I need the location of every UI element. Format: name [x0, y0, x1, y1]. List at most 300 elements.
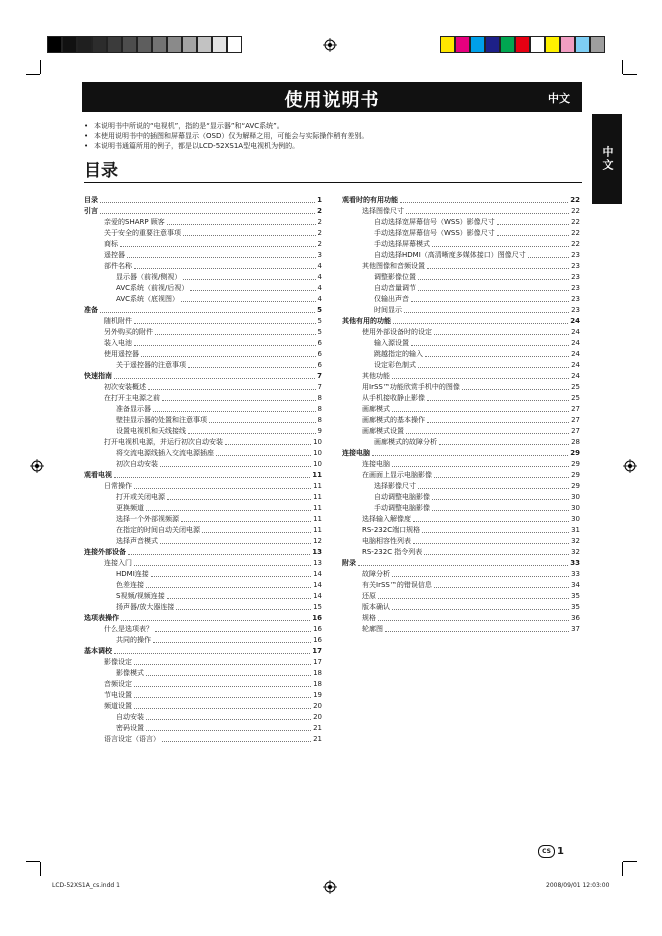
toc-entry — [84, 634, 322, 645]
toc-entry — [84, 436, 322, 447]
toc-entry — [84, 447, 322, 458]
toc-entry-page: 31 — [571, 526, 580, 534]
toc-leader-dots — [392, 378, 569, 379]
toc-entry-label: HDMI连接 — [116, 570, 149, 578]
toc-entry — [342, 216, 580, 227]
toc-leader-dots — [146, 675, 311, 676]
title-banner — [82, 82, 582, 112]
toc-leader-dots — [406, 213, 569, 214]
toc-entry — [342, 535, 580, 546]
toc-leader-dots — [411, 301, 569, 302]
toc-entry-page: 3 — [317, 251, 322, 259]
toc-leader-dots — [183, 279, 315, 280]
toc-entry-page: 8 — [317, 394, 322, 402]
toc-section — [84, 194, 322, 205]
toc-leader-dots — [114, 477, 310, 478]
toc-entry — [342, 348, 580, 359]
toc-leader-dots — [181, 301, 316, 302]
toc-leader-dots — [418, 290, 569, 291]
toc-section — [84, 205, 322, 216]
toc-leader-dots — [497, 235, 569, 236]
gray-swatch — [197, 36, 212, 53]
toc-entry — [84, 260, 322, 271]
toc-entry-label: 基本调校 — [84, 647, 112, 655]
toc-entry-page: 11 — [313, 482, 322, 490]
gray-swatch — [182, 36, 197, 53]
toc-entry-page: 8 — [317, 416, 322, 424]
toc-entry-label: 商标 — [104, 240, 118, 248]
toc-entry — [84, 667, 322, 678]
toc-entry-label: 准备显示器 — [116, 405, 151, 413]
toc-entry-page: 30 — [571, 493, 580, 501]
toc-entry — [84, 271, 322, 282]
toc-entry — [84, 359, 322, 370]
toc-leader-dots — [425, 356, 569, 357]
toc-entry — [84, 656, 322, 667]
toc-entry-label: 显示器（前视/侧视） — [116, 273, 182, 281]
toc-entry-page: 35 — [571, 603, 580, 611]
toc-entry-page: 22 — [571, 240, 580, 248]
toc-entry-page: 2 — [317, 229, 322, 237]
toc-entry — [84, 458, 322, 469]
toc-entry-label: RS-232C端口规格 — [362, 526, 421, 534]
toc-entry — [342, 326, 580, 337]
toc-entry-page: 18 — [313, 680, 322, 688]
toc-entry-page: 16 — [313, 625, 322, 633]
toc-entry-label: 影像设定 — [104, 658, 132, 666]
toc-leader-dots — [151, 576, 311, 577]
toc-entry-label: RS-232C 指令列表 — [362, 548, 423, 556]
toc-entry-label: 选择影像尺寸 — [374, 482, 416, 490]
toc-leader-dots — [418, 279, 569, 280]
toc-entry-page: 10 — [313, 449, 322, 457]
gray-swatch — [47, 36, 62, 53]
note-item: • 本使用说明书中的插图和屏幕显示（OSD）仅为解释之用，可能会与实际操作稍有差别。 — [84, 131, 584, 141]
gray-swatch — [137, 36, 152, 53]
toc-entry-label: 跳越指定的输入 — [374, 350, 423, 358]
toc-entry — [84, 403, 322, 414]
heading-rule — [84, 182, 582, 183]
toc-leader-dots — [120, 246, 316, 247]
toc-leader-dots — [167, 224, 316, 225]
toc-leader-dots — [372, 455, 568, 456]
toc-entry-page: 23 — [571, 251, 580, 259]
toc-leader-dots — [134, 708, 311, 709]
toc-section — [342, 447, 580, 458]
gray-swatch — [107, 36, 122, 53]
toc-leader-dots — [393, 323, 568, 324]
toc-entry-label: 画廊模式 — [362, 405, 390, 413]
note-item: • 本说明书通篇所用的例子，都是以LCD-52XS1A型电视机为例的。 — [84, 141, 584, 151]
toc-entry-page: 21 — [313, 724, 322, 732]
toc-entry-label: 选项表操作 — [84, 614, 119, 622]
toc-entry-page: 29 — [571, 482, 580, 490]
toc-entry-label: 将交流电源线插入交流电源插座 — [116, 449, 214, 457]
toc-entry-label: 初次自动安装 — [116, 460, 158, 468]
toc-leader-dots — [148, 389, 316, 390]
toc-leader-dots — [434, 477, 569, 478]
toc-entry-page: 33 — [570, 559, 580, 567]
toc-right-column — [342, 194, 580, 634]
toc-entry-page: 29 — [570, 449, 580, 457]
toc-leader-dots — [155, 334, 316, 335]
toc-section — [342, 315, 580, 326]
toc-entry-label: 色差连接 — [116, 581, 144, 589]
toc-entry-label: 手动调整电脑影像 — [374, 504, 430, 512]
toc-leader-dots — [146, 719, 311, 720]
toc-leader-dots — [160, 466, 311, 467]
gray-swatch — [62, 36, 77, 53]
toc-entry — [84, 524, 322, 535]
toc-leader-dots — [392, 411, 569, 412]
toc-leader-dots — [432, 246, 569, 247]
toc-leader-dots — [378, 620, 569, 621]
toc-entry-label: 遥控器 — [104, 251, 125, 259]
toc-entry — [342, 205, 580, 216]
toc-entry-page: 18 — [313, 669, 322, 677]
toc-leader-dots — [392, 576, 569, 577]
toc-leader-dots — [160, 543, 311, 544]
toc-leader-dots — [427, 268, 569, 269]
toc-entry — [84, 722, 322, 733]
toc-entry-label: 选择一个外部视频源 — [116, 515, 179, 523]
toc-entry — [342, 414, 580, 425]
toc-entry-page: 10 — [313, 438, 322, 446]
toc-entry — [342, 271, 580, 282]
toc-leader-dots — [190, 290, 315, 291]
toc-entry — [84, 535, 322, 546]
toc-entry — [84, 227, 322, 238]
toc-entry-page: 16 — [312, 614, 322, 622]
toc-entry-label: 用IrSS™功能欣赏手机中的图像 — [362, 383, 460, 391]
toc-entry-page: 32 — [571, 537, 580, 545]
toc-entry-label: 时间显示 — [374, 306, 402, 314]
gray-swatch — [227, 36, 242, 53]
toc-section — [84, 469, 322, 480]
toc-entry-label: S视频/视频连接 — [116, 592, 165, 600]
toc-leader-dots — [413, 521, 569, 522]
toc-entry — [84, 689, 322, 700]
toc-leader-dots — [418, 488, 569, 489]
toc-leader-dots — [134, 323, 316, 324]
toc-entry-page: 11 — [312, 471, 322, 479]
toc-entry — [342, 403, 580, 414]
toc-entry — [342, 590, 580, 601]
toc-entry-label: 影像模式 — [116, 669, 144, 677]
toc-entry-page: 34 — [571, 581, 580, 589]
toc-entry-page: 13 — [312, 548, 322, 556]
toc-entry-page: 27 — [571, 416, 580, 424]
toc-entry — [84, 678, 322, 689]
toc-entry-label: 输入源设置 — [374, 339, 409, 347]
toc-entry — [342, 238, 580, 249]
toc-entry-page: 4 — [317, 295, 322, 303]
registration-mark-left-icon — [30, 459, 44, 473]
toc-entry — [84, 381, 322, 392]
toc-entry — [84, 502, 322, 513]
registration-mark-top-icon — [323, 38, 337, 52]
toc-entry — [84, 293, 322, 304]
toc-leader-dots — [162, 400, 316, 401]
toc-entry-page: 24 — [571, 372, 580, 380]
toc-entry — [342, 458, 580, 469]
toc-leader-dots — [424, 554, 569, 555]
page-title: 使用说明书 — [284, 90, 380, 111]
toc-entry — [84, 491, 322, 502]
toc-entry — [84, 623, 322, 634]
gray-swatch — [92, 36, 107, 53]
toc-entry-page: 12 — [313, 537, 322, 545]
toc-entry-label: 从手机接收静止影像 — [362, 394, 425, 402]
toc-entry-label: 语言设定（语言） — [104, 735, 160, 743]
toc-entry-page: 24 — [571, 350, 580, 358]
toc-entry-page: 13 — [313, 559, 322, 567]
toc-entry — [342, 392, 580, 403]
toc-entry — [84, 414, 322, 425]
page-number: 1 — [557, 846, 564, 857]
color-calibration-bar — [440, 36, 605, 53]
toc-entry-label: 在打开主电源之前 — [104, 394, 160, 402]
toc-entry-label: 使用外部设备时的设定 — [362, 328, 432, 336]
language-badge: CS — [538, 845, 555, 858]
toc-entry-label: 连接入门 — [104, 559, 132, 567]
toc-leader-dots — [127, 257, 316, 258]
toc-entry — [84, 557, 322, 568]
toc-leader-dots — [162, 741, 311, 742]
toc-entry-page: 22 — [570, 196, 580, 204]
toc-leader-dots — [378, 598, 569, 599]
toc-entry-page: 4 — [317, 284, 322, 292]
toc-entry-label: 音频设定 — [104, 680, 132, 688]
toc-leader-dots — [434, 587, 569, 588]
toc-entry-label: 观看时的有用功能 — [342, 196, 398, 204]
toc-entry-page: 23 — [571, 306, 580, 314]
toc-entry-label: 引言 — [84, 207, 98, 215]
toc-entry-label: 故障分析 — [362, 570, 390, 578]
toc-entry-page: 22 — [571, 229, 580, 237]
toc-entry-label: 版本确认 — [362, 603, 390, 611]
color-swatch — [590, 36, 605, 53]
toc-entry-page: 20 — [313, 713, 322, 721]
toc-entry-page: 25 — [571, 394, 580, 402]
toc-entry — [342, 282, 580, 293]
toc-leader-dots — [392, 466, 569, 467]
toc-entry-page: 22 — [571, 207, 580, 215]
toc-entry-label: 关于安全的重要注意事项 — [104, 229, 181, 237]
toc-entry-page: 16 — [313, 636, 322, 644]
toc-entry-label: 手动选择宽屏幕信号（WSS）影像尺寸 — [374, 229, 495, 237]
color-swatch — [470, 36, 485, 53]
toc-leader-dots — [358, 565, 568, 566]
toc-leader-dots — [400, 202, 568, 203]
toc-entry-page: 28 — [571, 438, 580, 446]
note-item: • 本说明书中所说的“电视机”，指的是“显示器”和“AVC系统”。 — [84, 121, 584, 131]
gray-swatch — [152, 36, 167, 53]
toc-entry-page: 19 — [313, 691, 322, 699]
toc-section — [84, 645, 322, 656]
toc-entry-page: 29 — [571, 460, 580, 468]
toc-entry-page: 14 — [313, 581, 322, 589]
toc-entry-label: 连接电脑 — [362, 460, 390, 468]
language-side-tab — [592, 114, 622, 204]
toc-entry-label: 调整影像位置 — [374, 273, 416, 281]
toc-section — [84, 612, 322, 623]
toc-leader-dots — [146, 730, 311, 731]
toc-entry-page: 15 — [313, 603, 322, 611]
toc-leader-dots — [202, 532, 311, 533]
toc-entry-page: 7 — [317, 383, 322, 391]
toc-entry-label: 更换频道 — [116, 504, 144, 512]
toc-entry-page: 6 — [317, 350, 322, 358]
toc-entry-page: 14 — [313, 592, 322, 600]
toc-entry-label: 设置电视机和天线接线 — [116, 427, 186, 435]
toc-entry-page: 7 — [317, 372, 322, 380]
toc-entry-label: 其他有用的功能 — [342, 317, 391, 325]
toc-entry-label: 关于遥控器的注意事项 — [116, 361, 186, 369]
toc-entry — [84, 249, 322, 260]
toc-entry-label: 初次安装概述 — [104, 383, 146, 391]
toc-entry-page: 4 — [317, 273, 322, 281]
toc-leader-dots — [209, 422, 316, 423]
toc-entry-page: 11 — [313, 515, 322, 523]
toc-entry-label: 另外购买的附件 — [104, 328, 153, 336]
toc-entry — [84, 568, 322, 579]
toc-leader-dots — [427, 400, 569, 401]
toc-entry-page: 25 — [571, 383, 580, 391]
toc-entry-page: 10 — [313, 460, 322, 468]
toc-entry-page: 32 — [571, 548, 580, 556]
gray-swatch — [212, 36, 227, 53]
toc-entry — [342, 524, 580, 535]
toc-entry-page: 17 — [312, 647, 322, 655]
toc-entry-label: 装入电池 — [104, 339, 132, 347]
toc-entry-page: 14 — [313, 570, 322, 578]
toc-entry-page: 27 — [571, 405, 580, 413]
toc-entry-label: 随机附件 — [104, 317, 132, 325]
toc-entry-label: 自动选择HDMI（高清晰度多媒体接口）图像尺寸 — [374, 251, 526, 259]
toc-entry-label: 有关IrSS™的错误信息 — [362, 581, 432, 589]
toc-leader-dots — [188, 367, 316, 368]
toc-entry — [342, 612, 580, 623]
color-swatch — [515, 36, 530, 53]
toc-entry-page: 33 — [571, 570, 580, 578]
toc-leader-dots — [188, 433, 316, 434]
toc-entry — [342, 381, 580, 392]
toc-leader-dots — [181, 521, 311, 522]
toc-entry — [342, 480, 580, 491]
toc-leader-dots — [432, 499, 569, 500]
toc-leader-dots — [406, 433, 569, 434]
toc-entry — [84, 392, 322, 403]
toc-entry-label: 轮廓图 — [362, 625, 383, 633]
toc-leader-dots — [141, 356, 316, 357]
toc-leader-dots — [134, 697, 311, 698]
toc-entry-label: 打开电视机电源，并运行初次自动安装 — [104, 438, 223, 446]
color-swatch — [500, 36, 515, 53]
toc-entry — [84, 326, 322, 337]
toc-entry-label: 其他功能 — [362, 372, 390, 380]
language-label: 中文 — [548, 92, 570, 105]
toc-entry-page: 2 — [317, 207, 322, 215]
toc-entry-label: 目录 — [84, 196, 98, 204]
intro-notes — [84, 121, 584, 151]
toc-entry — [342, 513, 580, 524]
toc-entry-label: 亲爱的SHARP 顾客 — [104, 218, 165, 226]
toc-leader-dots — [134, 686, 311, 687]
toc-entry-label: 密码设置 — [116, 724, 144, 732]
toc-entry — [342, 502, 580, 513]
toc-entry — [84, 425, 322, 436]
toc-entry-page: 5 — [317, 317, 322, 325]
toc-entry-label: 手动选择屏幕模式 — [374, 240, 430, 248]
toc-leader-dots — [392, 609, 569, 610]
toc-entry-label: 观看电视 — [84, 471, 112, 479]
toc-leader-dots — [134, 488, 311, 489]
toc-entry-page: 23 — [571, 295, 580, 303]
toc-entry-label: 在指定的时间自动关闭电源 — [116, 526, 200, 534]
toc-leader-dots — [404, 312, 569, 313]
toc-leader-dots — [439, 444, 569, 445]
toc-entry — [342, 260, 580, 271]
toc-entry-page: 6 — [317, 339, 322, 347]
toc-entry-label: 自动选择宽屏幕信号（WSS）影像尺寸 — [374, 218, 495, 226]
toc-entry-label: 选择输入解像度 — [362, 515, 411, 523]
toc-entry — [342, 579, 580, 590]
toc-entry — [84, 238, 322, 249]
toc-entry — [84, 579, 322, 590]
toc-entry-page: 30 — [571, 504, 580, 512]
toc-entry — [342, 227, 580, 238]
toc-entry-label: 自动安装 — [116, 713, 144, 721]
toc-leader-dots — [134, 268, 316, 269]
toc-entry-page: 11 — [313, 504, 322, 512]
color-swatch — [440, 36, 455, 53]
toc-entry-page: 11 — [313, 526, 322, 534]
toc-entry — [342, 436, 580, 447]
toc-leader-dots — [385, 631, 569, 632]
toc-entry-page: 1 — [317, 196, 322, 204]
toc-entry-label: 准备 — [84, 306, 98, 314]
toc-entry — [84, 216, 322, 227]
toc-entry-label: 使用遥控器 — [104, 350, 139, 358]
toc-entry — [84, 700, 322, 711]
toc-leader-dots — [176, 609, 311, 610]
toc-entry-page: 24 — [571, 328, 580, 336]
toc-entry — [84, 282, 322, 293]
toc-entry-page: 24 — [571, 339, 580, 347]
color-swatch — [455, 36, 470, 53]
toc-entry-label: 自动调整电脑影像 — [374, 493, 430, 501]
toc-entry — [84, 480, 322, 491]
toc-leader-dots — [100, 202, 315, 203]
toc-leader-dots — [225, 444, 311, 445]
toc-entry-page: 30 — [571, 515, 580, 523]
toc-entry — [342, 491, 580, 502]
toc-leader-dots — [167, 598, 311, 599]
toc-entry-page: 35 — [571, 592, 580, 600]
toc-entry-page: 20 — [313, 702, 322, 710]
toc-leader-dots — [434, 334, 569, 335]
toc-entry-label: 其他图像和音频设置 — [362, 262, 425, 270]
toc-section — [342, 194, 580, 205]
toc-leader-dots — [114, 378, 315, 379]
toc-entry — [84, 337, 322, 348]
color-swatch — [485, 36, 500, 53]
toc-entry — [342, 425, 580, 436]
toc-entry-page: 6 — [317, 361, 322, 369]
toc-entry-page: 36 — [571, 614, 580, 622]
toc-entry-label: 频道设置 — [104, 702, 132, 710]
